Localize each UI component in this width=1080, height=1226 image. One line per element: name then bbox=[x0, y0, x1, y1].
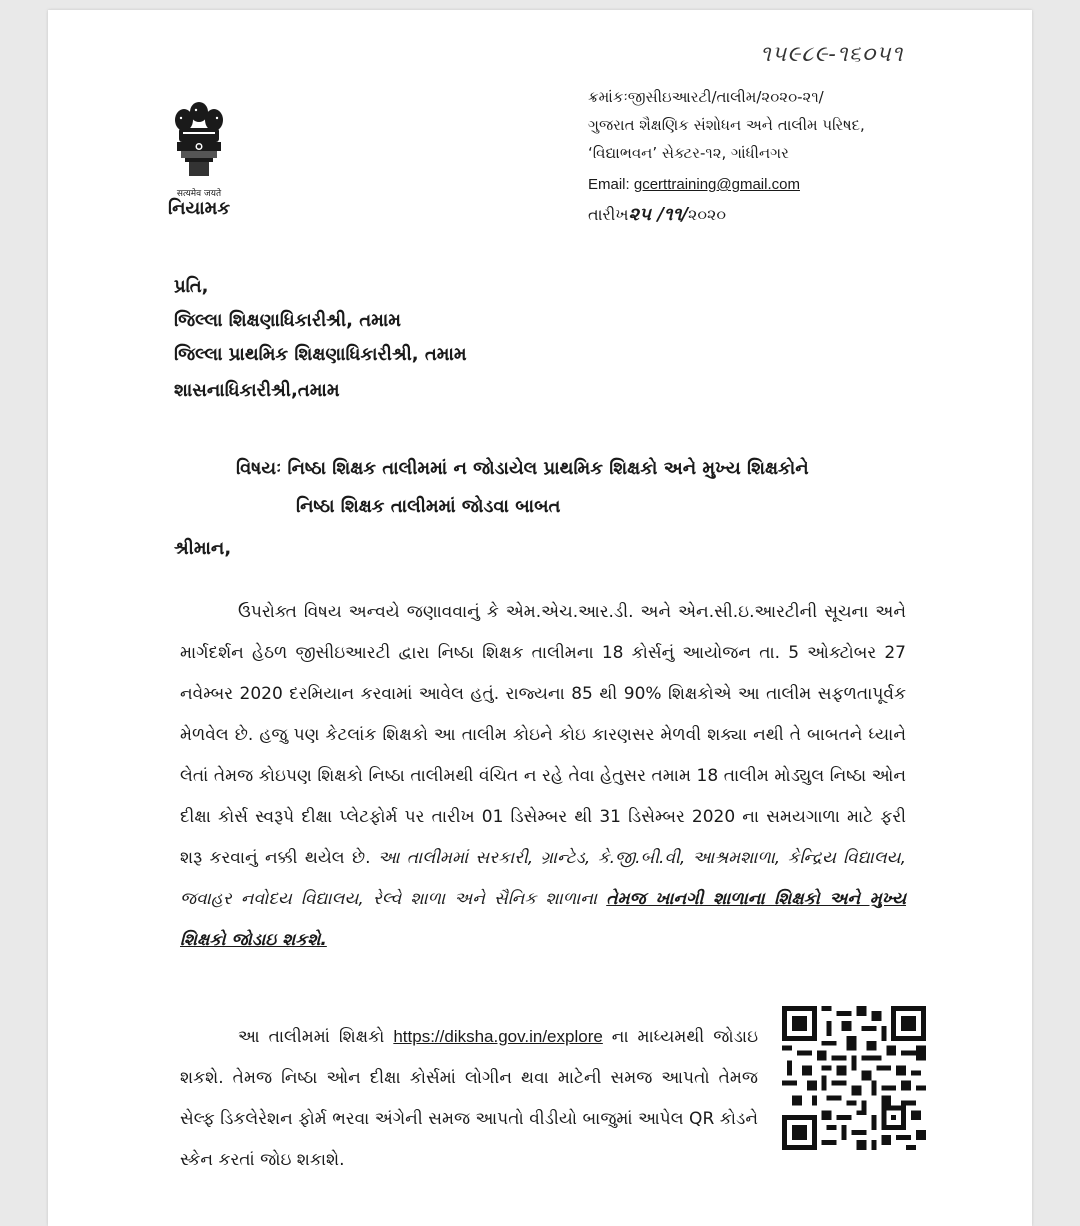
para1-main-text: ઉપરોક્ત વિષય અન્વયે જણાવવાનું કે એમ.એચ.આર.ડી. અને એન.સી.ઇ.આરટીની સૂચના અને માર્ગદર્શન હેઠળ જીસીઇઆરટી દ્વારા નિષ્ઠા શિક્ષક તાલીમના 18 કોર્સનું આયોજન તા. 5 ઓક્ટોબર 27 નવેમ્બર 2020 દરમિયાન કરવામાં આવેલ હતું. રાજ્યના 85 થી 90% શિક્ષકોએ આ તાલીમ સફળતાપૂર્વક મેળવેલ છે. હજુ પણ કેટલાંક શિક્ષકો આ તાલીમ કોઇને કોઇ કારણસર મેળવી શક્યા નથી તે બાબતને ધ્યાને લેતાં તેમજ કોઇપણ શિક્ષકો નિષ્ઠા તાલીમથી વંચિત ન રહે તેવા હેતુસર તમામ 18 તાલીમ મોડ્યુલ નિષ્ઠા ઓન દીક્ષા કોર્સ સ્વરૂપે દીક્ષા પ્લેટફોર્મ પર તારીખ 01 ડિસેમ્બર થી 31 ડિસેમ્બર 2020 ના સમયગાળા માટે ફરી શરૂ કરવાનું નક્કી થયેલ છે. bbox=[180, 602, 906, 868]
email-address[interactable]: gcerttraining@gmail.com bbox=[633, 176, 800, 193]
office-name: ગુજરાત શૈક્ષણિક સંશોધન અને તાલીમ પરિષદ, bbox=[588, 116, 865, 134]
reference-number: ક્રમાંકઃજીસીઇઆરટી/તાલીમ/૨૦૨૦-૨૧/ bbox=[588, 88, 824, 106]
subject-line-1: વિષયઃ નિષ્ઠા શિક્ષક તાલીમમાં ન જોડાયેલ પ્રાથમિક શિક્ષકો અને મુખ્ય શિક્ષકોને bbox=[236, 458, 809, 479]
body-paragraph-2 bbox=[180, 1016, 758, 1181]
para2-text-after-link: ના માધ્યમથી જોડાઇ શકશે. તેમજ નિષ્ઠા ઓન દીક્ષા કોર્સમાં લોગીન થવા માટેની સમજ આપતો તેમજ સેલ્ફ ડિકલેરેશન ફોર્મ ભરવા અંગેની સમજ આપતો વીડીયો બાજુમાં આપેલ QR કોડને સ્કેન કરતાં જોઇ શકાશે. bbox=[180, 1027, 758, 1170]
para1-emphasis-text: આ તાલીમમાં સરકારી, ગ્રાન્ટેડ, કે.જી.બી.વી, આશ્રમશાળા, કેન્દ્રિય વિદ્યાલય, જવાહર નવોદય વિદ્યાલય, રેલ્વે શાળા અને સૈનિક શાળાના bbox=[180, 848, 907, 909]
qr-code-icon bbox=[782, 1006, 926, 1150]
state-emblem bbox=[164, 98, 234, 199]
ashoka-emblem-icon bbox=[167, 98, 231, 184]
addressee-line-3: શાસનાધિકારીશ્રી,તમામ bbox=[174, 380, 340, 401]
emblem-motto: सत्यमेव जयते bbox=[176, 189, 222, 199]
email-line bbox=[588, 176, 800, 193]
qr-code[interactable] bbox=[782, 1006, 926, 1150]
date-label: તારીખ bbox=[588, 205, 629, 224]
date-year: ૨૦૨૦ bbox=[687, 205, 727, 224]
para1-underlined-text: તેમજ ખાનગી શાળાના શિક્ષકો અને મુખ્ય શિક્ષકો જોડાઇ શકશે. bbox=[180, 889, 907, 950]
addressee-line-2: જિલ્લા પ્રાથમિક શિક્ષણાધિકારીશ્રી, તમામ bbox=[174, 344, 467, 365]
salutation: શ્રીમાન, bbox=[174, 538, 232, 559]
para2-text-before-link: આ તાલીમમાં શિક્ષકો bbox=[238, 1027, 385, 1047]
office-address: ‘વિદ્યાભવન’ સેક્ટર-૧૨, ગાંધીનગર bbox=[588, 144, 789, 162]
letter-page bbox=[48, 10, 1032, 1226]
inward-number-handwritten: ૧૫૯૮૯-૧૬૦૫૧ bbox=[760, 42, 904, 67]
date-handwritten: ૨૫ /૧૧/ bbox=[628, 204, 688, 225]
body-paragraph-1 bbox=[180, 592, 906, 961]
subject-line-2: નિષ્ઠા શિક્ષક તાલીમમાં જોડવા બાબત bbox=[296, 496, 561, 517]
addressee-prati: પ્રતિ, bbox=[174, 276, 209, 297]
addressee-line-1: જિલ્લા શિક્ષણાધિકારીશ્રી, તમામ bbox=[174, 310, 401, 331]
email-label: Email: bbox=[588, 176, 630, 193]
issuer-title: નિયામક bbox=[168, 198, 231, 219]
date-line bbox=[588, 204, 726, 225]
diksha-link[interactable]: https://diksha.gov.in/explore bbox=[393, 1027, 603, 1046]
